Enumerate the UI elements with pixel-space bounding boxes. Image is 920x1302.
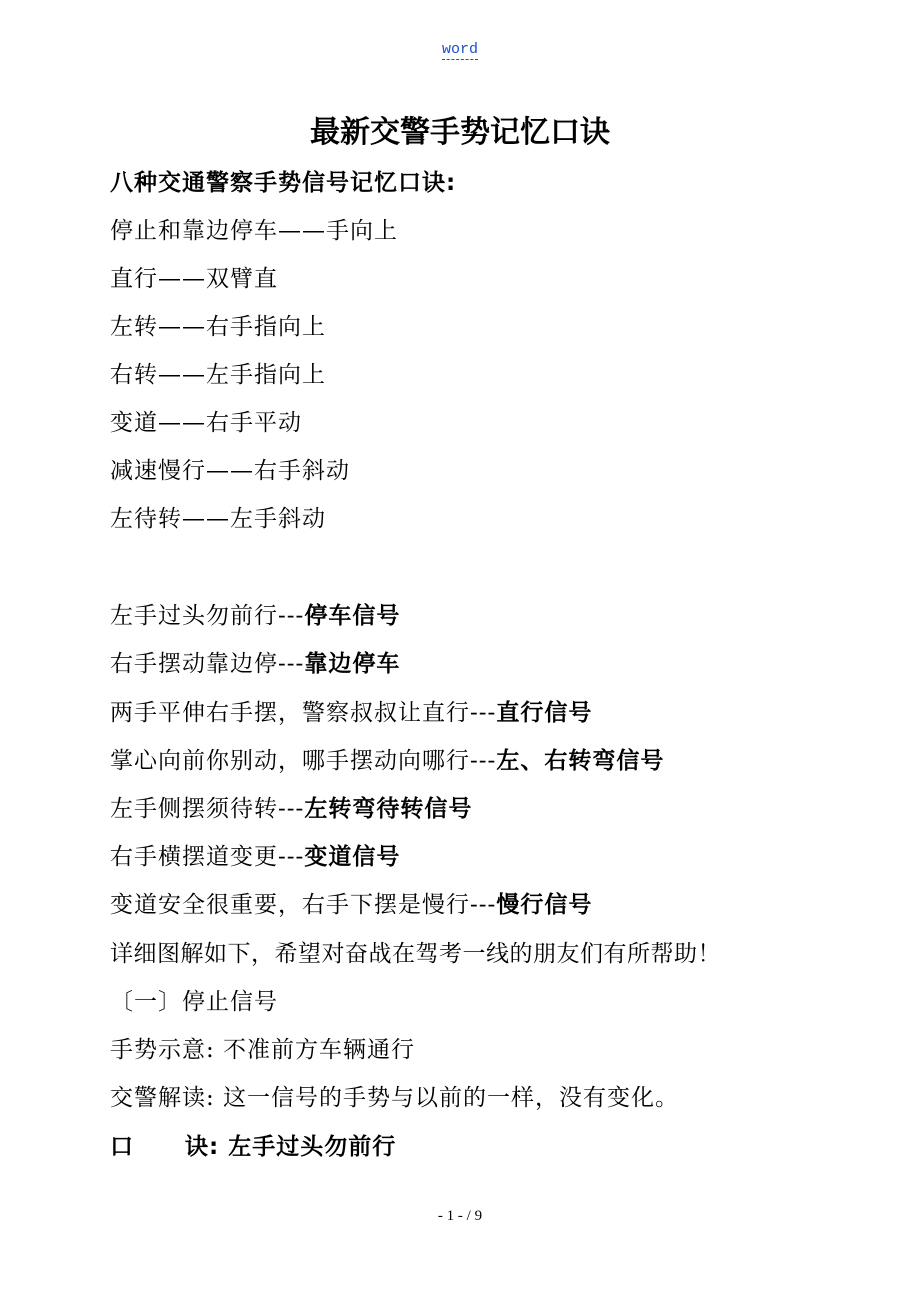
rhyme-text: 左手过头勿前行--- xyxy=(110,603,305,629)
rhyme-signal: 慢行信号 xyxy=(496,892,593,918)
intro-line-straight: 直行——双臂直 xyxy=(110,266,278,292)
document-title: 最新交警手势记忆口诀 xyxy=(310,115,610,150)
intro-heading: 八种交通警察手势信号记忆口诀: xyxy=(110,170,457,196)
mnemonic-label-kou: 口 xyxy=(110,1134,134,1160)
rhyme-signal: 左、右转弯信号 xyxy=(496,748,665,774)
rhyme-line xyxy=(110,600,400,632)
rhyme-line xyxy=(110,793,472,825)
detail-note: 详细图解如下，希望对奋战在驾考一线的朋友们有所帮助！ xyxy=(110,941,721,967)
mnemonic-text: 左手过头勿前行 xyxy=(228,1134,397,1160)
rhyme-text: 两手平伸右手摆，警察叔叔让直行--- xyxy=(110,700,497,726)
section-heading-stop-signal: 〔一〕停止信号 xyxy=(110,989,278,1015)
rhyme-line xyxy=(110,889,592,921)
rhyme-signal: 直行信号 xyxy=(496,700,593,726)
mnemonic-label-jue: 诀: xyxy=(185,1134,220,1160)
intro-line-left-wait: 左待转——左手斜动 xyxy=(110,506,326,532)
rhyme-text: 变道安全很重要，右手下摆是慢行--- xyxy=(110,892,497,918)
rhyme-text: 左手侧摆须待转--- xyxy=(110,796,305,822)
rhyme-line xyxy=(110,745,664,777)
rhyme-line xyxy=(110,648,400,680)
rhyme-text: 右手摆动靠边停--- xyxy=(110,651,305,677)
rhyme-signal: 停车信号 xyxy=(304,603,401,629)
intro-line-right-turn: 右转——左手指向上 xyxy=(110,362,326,388)
intro-line-stop: 停止和靠边停车——手向上 xyxy=(110,218,398,244)
police-interpretation: 交警解读: 这一信号的手势与以前的一样，没有变化。 xyxy=(110,1085,680,1111)
page-number: - 1 - / 9 xyxy=(437,1208,483,1224)
rhyme-text: 掌心向前你别动，哪手摆动向哪行--- xyxy=(110,748,497,774)
rhyme-text: 右手横摆道变更--- xyxy=(110,844,305,870)
rhyme-signal: 靠边停车 xyxy=(304,651,401,677)
header-word-link[interactable] xyxy=(0,40,920,60)
word-link-text[interactable]: word xyxy=(441,41,478,58)
gesture-description: 手势示意: 不准前方车辆通行 xyxy=(110,1037,416,1063)
mnemonic-line xyxy=(110,1131,396,1163)
rhyme-signal: 变道信号 xyxy=(304,844,401,870)
rhyme-line xyxy=(110,697,592,729)
intro-line-lane-change: 变道——右手平动 xyxy=(110,410,302,436)
rhyme-signal: 左转弯待转信号 xyxy=(304,796,473,822)
intro-line-left-turn: 左转——右手指向上 xyxy=(110,314,326,340)
intro-line-slow-down: 减速慢行——右手斜动 xyxy=(110,458,350,484)
rhyme-line xyxy=(110,841,400,873)
